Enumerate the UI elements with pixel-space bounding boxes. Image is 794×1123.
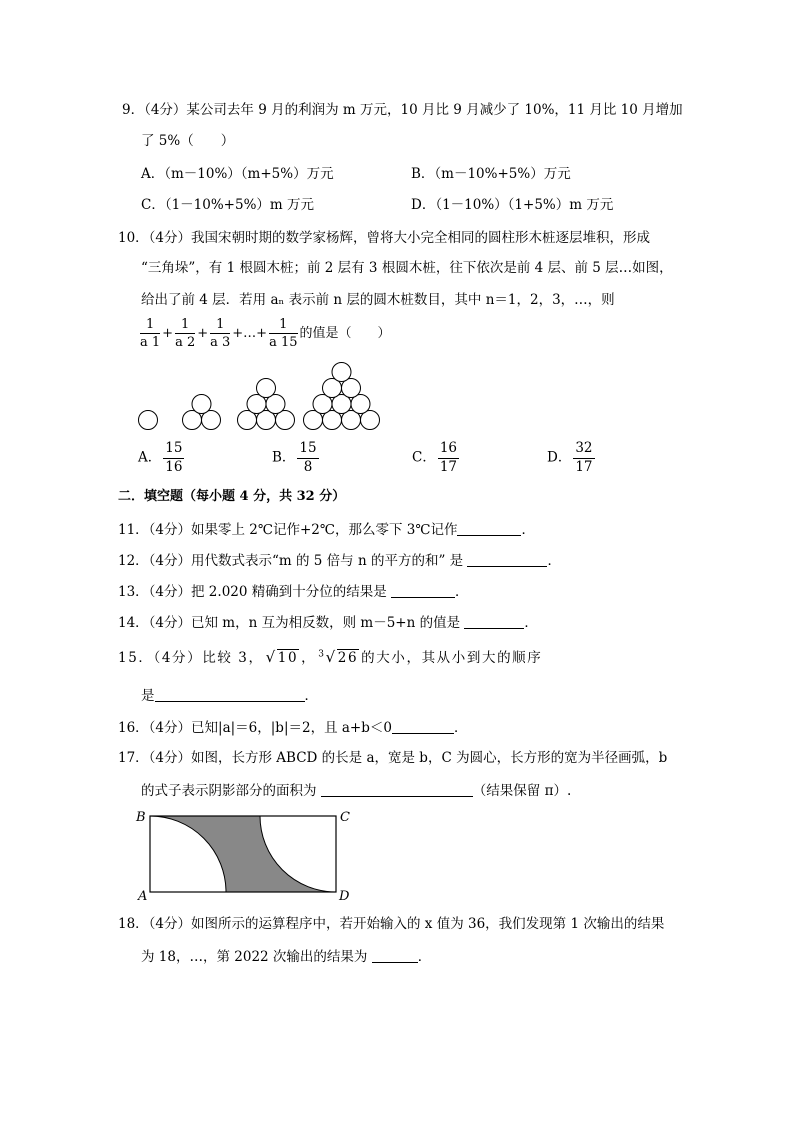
q10-option-d: D． $\frac{32}{17}$ [547,440,593,475]
q18-line1: 18．（4分）如图所示的运算程序中，若开始输入的 x 值为 36，我们发现第 1 次输出的结果 [118,916,665,932]
label-c: C [340,810,350,825]
q15-line1: 15．（4分）比较 3， √10 ， $^3$√26 的大小，其从小到大的顺序 [118,648,543,666]
sqrt-10: √10 [265,648,299,666]
q10-line1: 10．（4分）我国宋朝时期的数学家杨辉，曾将大小完全相同的圆柱形木桩逐层堆积，形成 [118,230,651,246]
q9-option-b: B．（m－10%+5%）万元 [411,166,571,182]
q11: 11．（4分）如果零上 2℃记作+2℃，那么零下 3℃记作 ． [118,522,535,538]
label-b: B [136,810,146,825]
q18-line2: 为 18，…，第 2022 次输出的结果为 ． [141,949,432,965]
q16: 16．（4分）已知|a|＝6，|b|＝2，且 a+b＜0 ． [118,720,468,736]
fraction-1-a1: $\frac{1}{a 1}$ [140,317,161,350]
q13: 13．（4分）把 2.020 精确到十分位的结果是 ． [118,584,469,600]
q9-option-d: D．（1－10%）（1+5%）m 万元 [411,197,614,213]
rectangle-arcs-figure [134,806,356,902]
q9-option-a: A．（m－10%）（m+5%）万元 [141,166,334,182]
q9-line2: 了 5%（ ） [141,133,235,149]
q15-line2: 是 ． [141,688,318,704]
fraction-1-a3: $\frac{1}{a 3}$ [210,317,231,350]
shaded-region [150,816,336,892]
q10-option-b: B． $\frac{15}{8}$ [272,440,317,475]
label-d: D [339,889,350,902]
section-heading-fill-in: 二．填空题（每小题 4 分，共 32 分） [118,489,346,504]
q10-option-c: C． $\frac{16}{17}$ [412,440,458,475]
q10-option-a: A． $\frac{15}{16}$ [138,440,183,475]
q10-expression: $\frac{1}{a 1}$ + $\frac{1}{a 2}$ + $\frac{1}{a 3}$ +…+ $\frac{1}{a 15}$ 的值是（ ） [140,317,391,350]
q9-option-c: C．（1－10%+5%）m 万元 [141,197,314,213]
stacked-logs-figure [130,360,390,435]
cube-root-26: $^3$√26 [318,648,359,666]
fraction-1-a15: $\frac{1}{a 15}$ [269,317,298,350]
q10-expr-tail: 的值是（ ） [299,326,391,341]
q17-line2: 的式子表示阴影部分的面积为 （结果保留 π）. [141,783,572,799]
label-a: A [138,889,148,902]
q14: 14．（4分）已知 m，n 互为相反数，则 m－5+n 的值是 ． [118,615,538,631]
q17-line1: 17．（4分）如图，长方形 ABCD 的长是 a，宽是 b，C 为圆心，长方形的宽为半径画弧，b [118,750,668,766]
q10-line2: “三角垛”，有 1 根圆木桩；前 2 层有 3 根圆木桩，往下依次是前 4 层、前 5 层…如图， [141,260,673,276]
q9-line1: 9．（4分）某公司去年 9 月的利润为 m 万元，10 月比 9 月减少了 10%，11 月比 10 月增加 [122,102,683,118]
q10-line3: 给出了前 4 层．若用 aₙ 表示前 n 层的圆木桩数目，其中 n＝1，2，3，…，则 [141,292,615,308]
fraction-1-a2: $\frac{1}{a 2}$ [175,317,196,350]
q12: 12．（4分）用代数式表示“m 的 5 倍与 n 的平方的和” 是 ． [118,553,561,569]
